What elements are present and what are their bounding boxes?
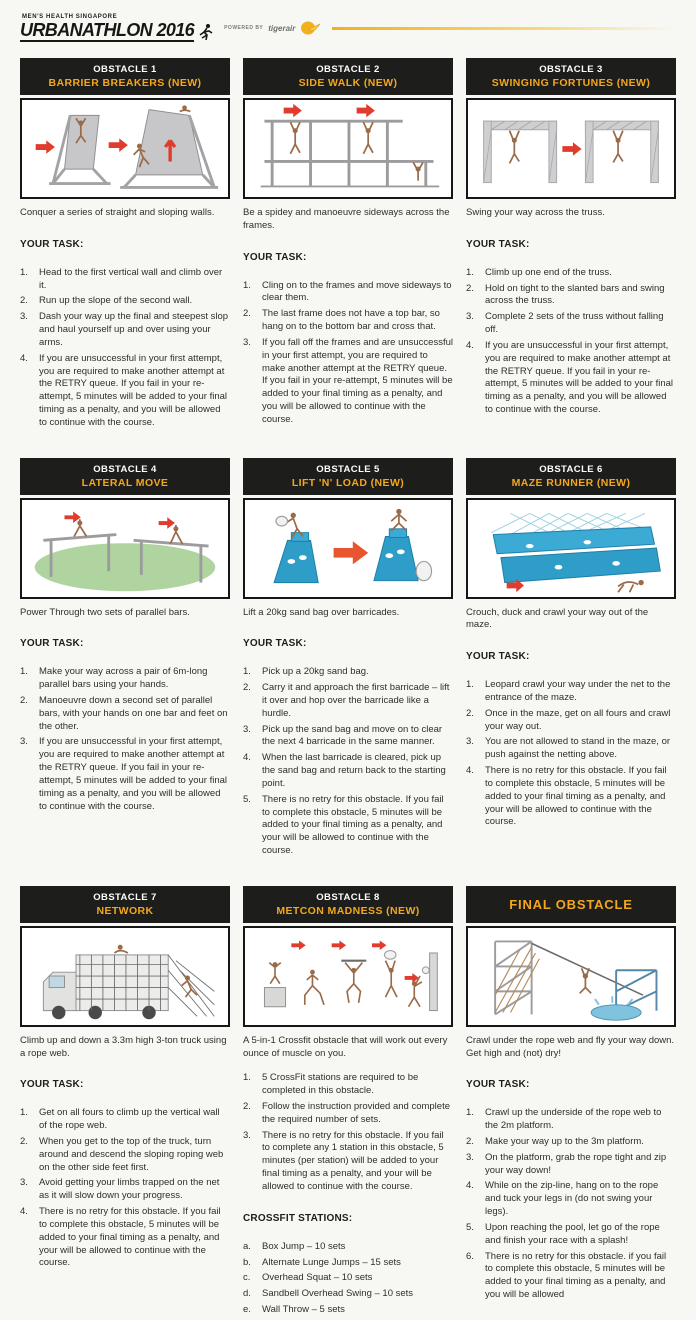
obstacle-card-4: [20, 458, 230, 861]
obstacle-number: OBSTACLE 3: [539, 64, 603, 75]
obstacle-title: SWINGING FORTUNES (NEW): [491, 77, 651, 89]
task-item: Once in the maze, get on all fours and crawl your way out.: [485, 707, 671, 732]
task-item: Wall Throw – 5 sets: [262, 1303, 345, 1315]
barricade-right: [374, 528, 432, 580]
swinging-figure: [510, 131, 520, 164]
obstacle-1-illustration: [20, 98, 230, 199]
obstacle-5-illustration: [243, 498, 453, 599]
obstacle-number: OBSTACLE 6: [539, 463, 603, 475]
obstacle-number: OBSTACLE 7: [93, 891, 157, 903]
task-item: Complete 2 sets of the truss without falling off.: [485, 311, 664, 336]
obstacle-number: OBSTACLE 8: [316, 891, 380, 903]
obstacle-description: Crouch, duck and crawl your way out of the maze.: [466, 606, 649, 631]
truck-net-drawing: [22, 928, 228, 1025]
barrier-walls-drawing: [22, 100, 228, 197]
your-task-heading: YOUR TASK:: [466, 1079, 530, 1091]
obstacle-1-header: [20, 58, 230, 95]
crossfit-drawing: [245, 928, 451, 1025]
task-item: Leopard crawl your way under the net to the entrance of the maze.: [485, 679, 671, 703]
task-item: Carry it and approach the first barricade – lift it over and hop over the barricade like a hurdle.: [262, 682, 450, 719]
sponsor-logos: [224, 21, 322, 35]
task-item: There is no retry for this obstacle. If you fail to complete this obstacle, 5 minutes will be added to your final timing as a penalty, and your will be allowed to continue with the course.: [39, 1206, 221, 1269]
obstacle-8-header: [243, 886, 453, 923]
task-item: Pick up the sand bag and move on to clear the next 4 barricade in the same manner.: [262, 723, 443, 748]
arrow-right-icon: [284, 104, 375, 117]
task-item: Upon reaching the pool, let go of the rope and finish your race with a splash!: [485, 1221, 660, 1246]
box-jump-figure: [269, 962, 281, 984]
task-item: While on the zip-line, hang on to the rope and tuck your legs in (do not swing your legs).: [485, 1180, 659, 1218]
obstacle-number: OBSTACLE 1: [93, 64, 157, 75]
obstacle-card-3: [466, 58, 676, 433]
obstacle-title: LIFT 'N' LOAD (NEW): [291, 476, 405, 489]
task-item: Sandbell Overhead Swing – 10 sets: [262, 1288, 414, 1300]
task-item: Climb up one end of the truss.: [485, 266, 612, 278]
obstacle-description: Lift a 20kg sand bag over barricades.: [243, 606, 400, 618]
sandbag-swing-figure: [384, 950, 396, 997]
hanging-figure: [363, 122, 373, 154]
obstacle-4-header: [20, 458, 230, 495]
barricade-left: [274, 532, 318, 582]
task-item: If you are unsuccessful in your first attempt, you are required to make another attempt at the RETRY queue. If you fail in your re-attempt, 5 minutes will be added to your final timing as a penalty, and you will be allowed to continue with the course.: [39, 352, 227, 428]
obstacle-7-illustration: [20, 926, 230, 1027]
your-task-heading: YOUR TASK:: [243, 638, 307, 650]
obstacle-8-illustration: [243, 926, 453, 1027]
obstacle-description: Crawl under the rope web and fly your way down. Get high and (not) dry!: [466, 1034, 675, 1059]
brand-small-text: MEN'S HEALTH SINGAPORE: [22, 14, 118, 20]
obstacle-grid: [0, 46, 696, 1320]
task-list: [20, 666, 230, 813]
obstacle-card-8: [243, 886, 453, 1320]
obstacle-7-header: [20, 886, 230, 923]
task-item: Hold on tight to the slanted bars and swing across the truss.: [485, 282, 665, 307]
task-item: When you get to the top of the truck, turn around and descend the sloping roping web on the other side feet first.: [39, 1136, 224, 1173]
task-item: Dash your way up the final and steepest slop and haul yourself up and over using your arms.: [39, 311, 229, 348]
obstacle-title: SIDE WALK (NEW): [298, 77, 398, 89]
obstacle-4-illustration: [20, 498, 230, 599]
obstacle-card-5: [243, 458, 453, 861]
task-list: [243, 1072, 453, 1193]
far-truss: [616, 970, 656, 1010]
task-item: There is no retry for this obstacle. if you fail to complete this obstacle, 5 minutes will be added to your final timing as a penalty, and you will be allowed: [485, 1250, 667, 1300]
task-list: [466, 679, 676, 829]
task-item: Make your way up to the 3m platform.: [485, 1136, 644, 1147]
obstacle-description: Be a spidey and manoeuvre sideways across the frames.: [243, 207, 450, 231]
obstacle-number: OBSTACLE 4: [93, 463, 157, 475]
barricades-drawing: [245, 500, 451, 597]
hopping-figure: [391, 508, 406, 530]
obstacle-6-illustration: [466, 498, 676, 599]
frames-drawing: [245, 100, 451, 197]
obstacle-title: LATERAL MOVE: [81, 476, 169, 489]
header-accent-line: [332, 27, 676, 30]
final-obstacle-card: [466, 886, 676, 1320]
parallel-bars-drawing: [22, 500, 228, 597]
task-item: The last frame does not have a top bar, so hang on to the bottom bar and cross that.: [262, 308, 440, 333]
task-item: Crawl up the underside of the rope web to the 2m platform.: [485, 1107, 662, 1132]
task-item: If you fall off the frames and are unsuccessful in your first attempt, you are required to make another attempt at the RETRY queue. If you fail in your re-attempt, 5 minutes will be added to your final timing as a penalty, and you will be allowed to continue with the course.: [262, 336, 453, 425]
obstacle-card-1: [20, 58, 230, 433]
task-item: Follow the instruction provided and complete the required number of sets.: [262, 1101, 450, 1125]
obstacle-card-7: [20, 886, 230, 1320]
obstacle-card-2: [243, 58, 453, 433]
obstacle-title: BARRIER BREAKERS (NEW): [48, 77, 202, 89]
bars-figure: [170, 525, 182, 544]
final-obstacle-illustration: [466, 926, 676, 1027]
task-item: When the last barricade is cleared, pick up the sand bag and return back to the starting point.: [262, 752, 446, 789]
task-item: Box Jump – 10 sets: [262, 1240, 346, 1252]
your-task-heading: YOUR TASK:: [466, 651, 530, 663]
task-item: Run up the slope of the second wall.: [39, 295, 193, 307]
task-item: Cling on to the frames and move sideways to clear them.: [262, 279, 452, 304]
obstacle-5-header: [243, 458, 453, 495]
arrow-right-icon: [562, 142, 581, 155]
obstacle-description: Climb up and down a 3.3m high 3-ton truck using a rope web.: [20, 1034, 227, 1059]
task-list: [466, 1107, 676, 1301]
tigerair-logo: tigerair: [268, 23, 296, 33]
rope-web: [495, 947, 539, 1012]
obstacle-number: OBSTACLE 5: [316, 463, 380, 475]
obstacle-3-illustration: [466, 98, 676, 199]
your-task-heading: YOUR TASK:: [466, 238, 530, 250]
obstacle-3-header: [466, 58, 676, 95]
obstacle-card-6: [466, 458, 676, 861]
zipping-figure: [580, 968, 592, 993]
task-item: There is no retry for this obstacle. If you fail to complete any 1 station in this obstacle, 5 minutes (per station) will be added to your final timing as a penalty, and your will be allowed to continue with the course.: [262, 1129, 444, 1192]
obstacle-description: Power Through two sets of parallel bars.: [20, 606, 190, 618]
task-list: [20, 1107, 230, 1270]
obstacle-title: NETWORK: [96, 904, 154, 917]
obstacle-6-header: [466, 458, 676, 495]
task-item: Alternate Lunge Jumps – 15 sets: [262, 1256, 401, 1268]
runner-icon: [196, 23, 214, 41]
arrow-right-icon: [334, 541, 369, 564]
obstacle-description: Swing your way across the truss.: [466, 207, 605, 218]
task-item: Pick up a 20kg sand bag.: [262, 666, 369, 678]
task-item: Make your way across a pair of 6m-long parallel bars using your hands.: [39, 666, 208, 691]
obstacle-title: METCON MADNESS (NEW): [276, 904, 420, 917]
final-obstacle-header: [466, 886, 676, 923]
crossfit-stations-heading: CROSSFIT STATIONS:: [243, 1212, 353, 1224]
task-list: [20, 267, 230, 430]
lunge-figure: [305, 970, 324, 1005]
swinging-figure: [613, 131, 623, 163]
task-item: Overhead Squat – 10 sets: [262, 1272, 373, 1284]
crawling-figure: [618, 579, 644, 591]
task-item: Avoid getting your limbs trapped on the net as it will slow down your progress.: [39, 1177, 220, 1202]
task-item: You are not allowed to stand in the maze, or push against the netting above.: [485, 736, 671, 761]
bars-figure: [74, 519, 86, 536]
stations-list: [243, 1241, 453, 1317]
task-list: [466, 267, 676, 417]
climbing-figure: [114, 944, 127, 952]
your-task-heading: YOUR TASK:: [20, 1079, 84, 1091]
event-title: URBANATHLON 2016: [20, 20, 195, 40]
page-header: [0, 0, 696, 46]
task-item: Get on all fours to climb up the vertical wall of the rope web.: [39, 1107, 220, 1132]
task-item: Manoeuvre down a second set of parallel bars, with your hands on one bar and feet on the other.: [39, 695, 228, 732]
hanging-figure: [290, 122, 300, 154]
your-task-heading: YOUR TASK:: [20, 238, 84, 250]
overhead-squat-figure: [341, 960, 366, 1002]
pool: [591, 1005, 641, 1020]
your-task-heading: YOUR TASK:: [20, 638, 84, 650]
task-item: There is no retry for this obstacle. If you fail to complete this obstacle, 5 minutes will be added to your final timing as a penalty, and your will be allowed to continue with the course.: [485, 765, 667, 828]
task-item: 5 CrossFit stations are required to be completed in this obstacle.: [262, 1072, 419, 1097]
obstacle-title: FINAL OBSTACLE: [509, 896, 633, 912]
crossing-figure: [413, 162, 423, 180]
maze-drawing: [468, 500, 674, 597]
task-list: [243, 280, 453, 427]
obstacle-description: A 5-in-1 Crossfit obstacle that will work out every ounce of muscle on you.: [243, 1034, 448, 1059]
your-task-heading: YOUR TASK:: [243, 251, 307, 263]
task-item: On the platform, grab the rope tight and zip your way down!: [485, 1151, 667, 1176]
obstacle-title: MAZE RUNNER (NEW): [511, 476, 631, 489]
event-logo: [20, 14, 214, 42]
splash: [595, 996, 632, 1005]
task-item: There is no retry for this obstacle. If you fail to complete this obstacle, 5 minutes will be added to your final timing as a penalty, and your will be allowed to continue with the course.: [262, 793, 444, 856]
descending-figure: [182, 975, 197, 997]
obstacle-2-illustration: [243, 98, 453, 199]
task-list: [243, 666, 453, 857]
obstacle-description: Conquer a series of straight and sloping walls.: [20, 207, 215, 218]
obstacle-2-header: [243, 58, 453, 95]
task-item: Head to the first vertical wall and climb over it.: [39, 266, 223, 291]
task-item: If you are unsuccessful in your first attempt, you are required to make another attempt at the RETRY queue. If you fail in your re-attempt, 5 minutes will be added to your final timing as a penalty, and you will be allowed to continue with the course.: [39, 736, 227, 812]
task-item: If you are unsuccessful in your first attempt, you are required to make another attempt at the RETRY queue. If you fail in your re-attempt, 5 minutes will be added to your final timing as a penalty, and you will be allowed to continue with the course.: [485, 339, 673, 415]
obstacle-number: OBSTACLE 2: [316, 64, 380, 75]
airline-plane-icon: [300, 21, 322, 35]
truss-drawing: [468, 100, 674, 197]
topper-figure: [180, 105, 191, 111]
powered-by-label: POWERED BY: [224, 25, 264, 31]
zipline-drawing: [468, 928, 674, 1025]
zip-line: [532, 943, 643, 995]
